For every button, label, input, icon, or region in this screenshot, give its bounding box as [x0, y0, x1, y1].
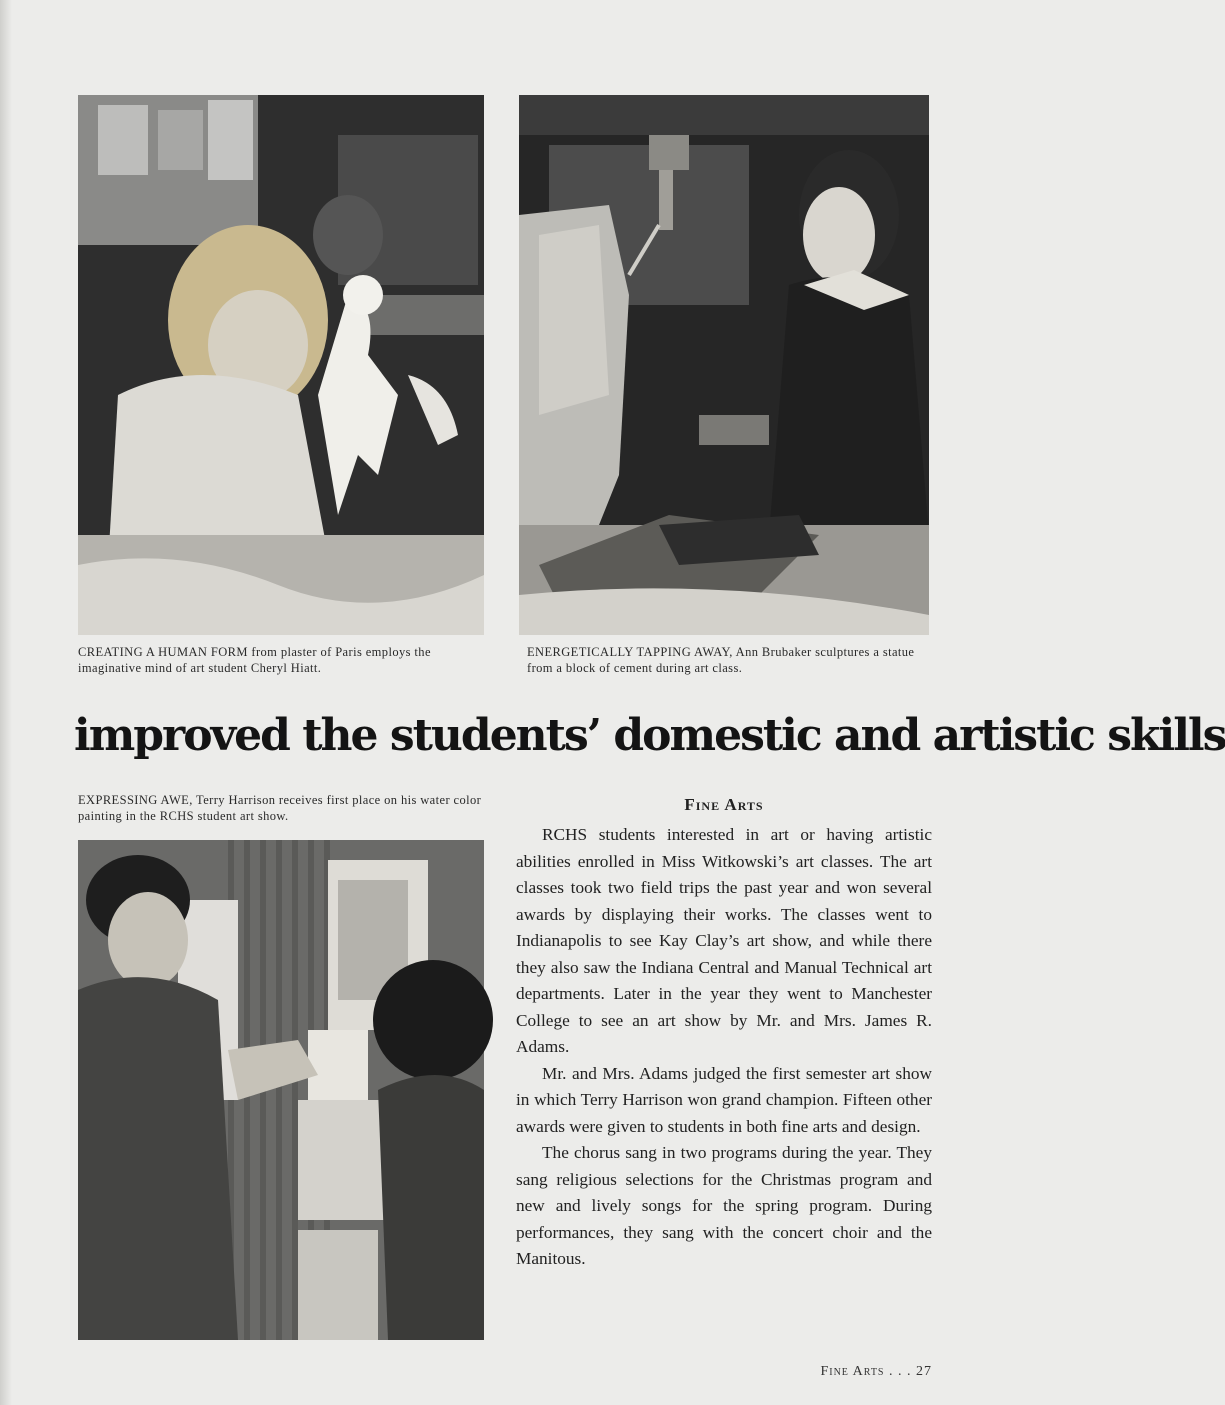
page-binding-edge: [0, 0, 12, 1405]
caption-plaster-photo: CREATING A HUMAN FORM from plaster of Paris employs the imaginative mind of art student Cheryl Hiatt.: [78, 645, 431, 675]
page-number: 27: [916, 1364, 932, 1379]
photo-plaster-sculpture: [78, 95, 484, 635]
photo-cement-sculpture: [519, 95, 929, 635]
article-heading: Fine Arts: [684, 795, 764, 814]
article-paragraph: RCHS students interested in art or having artistic abilities enrolled in Miss Witkowski’s art classes. The art classes took two field trips the past year and won several awards by displaying their works. The classes went to Indianapolis to see Kay Clay’s art show, and while there they also saw the Indiana Central and Manual Technical art departments. Later in the year they went to Manchester College to see an art show by Mr. and Mrs. James R. Adams.: [516, 825, 932, 1056]
article-body: [516, 822, 932, 1273]
page-footer: [760, 1364, 932, 1380]
article-paragraph: The chorus sang in two programs during the year. They sang religious selections for the Christmas program and new and lively songs for the spring program. During performances, they sang with the concert choir and the Manitous.: [516, 1143, 932, 1268]
photo-art-show-award: [78, 840, 484, 1340]
page-headline: improved the students’ domestic and artistic skills: [74, 710, 1225, 761]
article-paragraph: Mr. and Mrs. Adams judged the first semester art show in which Terry Harrison won grand champion. Fifteen other awards were given to students in both fine arts and design.: [516, 1063, 932, 1136]
caption-art-show-photo: EXPRESSING AWE, Terry Harrison receives first place on his water color painting in the RCHS student art show.: [78, 793, 482, 823]
footer-section-name: Fine Arts: [820, 1364, 885, 1379]
caption-sculpt-photo: ENERGETICALLY TAPPING AWAY, Ann Brubaker sculptures a statue from a block of cement during art class.: [527, 645, 915, 675]
footer-separator: . . .: [889, 1364, 912, 1379]
